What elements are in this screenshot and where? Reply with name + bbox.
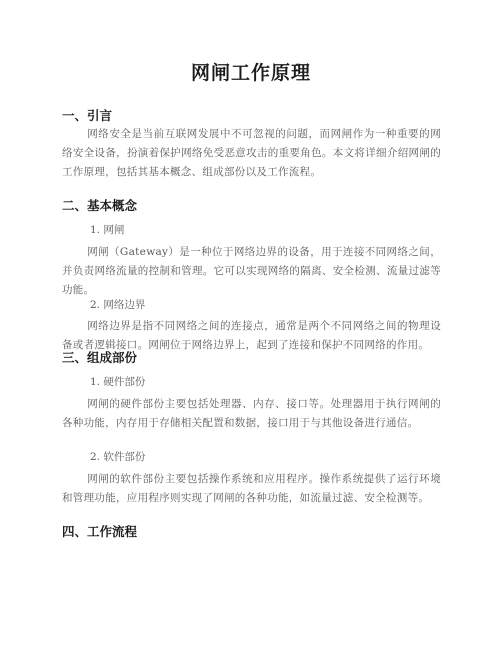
gateway-paragraph: 网闸（Gateway）是一种位于网络边界的设备，用于连接不同网络之间，并负责网络流量的控制和管理。它可以实现网络的隔离、安全检测、流量过滤等功能。 <box>62 246 441 296</box>
section-heading-intro: 一、引言 <box>62 108 113 123</box>
boundary-paragraph: 网络边界是指不同网络之间的连接点，通常是两个不同网络之间的物理设备或者逻辑接口。网闸位于网络边界上，起到了连接和保护不同网络的作用。 <box>62 320 441 351</box>
item-label-hardware: 1. 硬件部份 <box>90 376 146 388</box>
intro-paragraph: 网络安全是当前互联网发展中不可忽视的问题，而网闸作为一种重要的网络安全设备，扮演着保护网络免受恶意攻击的重要角色。本文将详细介绍网闸的工作原理，包括其基本概念、组成部份以及工作流程。 <box>62 128 441 178</box>
section-heading-workflow: 四、工作流程 <box>62 524 138 539</box>
item-label-gateway: 1. 网闸 <box>90 224 125 236</box>
item-label-boundary: 2. 网络边界 <box>90 299 146 311</box>
section-heading-components: 三、组成部份 <box>62 350 138 365</box>
item-label-software: 2. 软件部份 <box>90 451 146 463</box>
section-heading-concepts: 二、基本概念 <box>62 198 138 213</box>
software-paragraph: 网闸的软件部份主要包括操作系统和应用程序。操作系统提供了运行环境和管理功能，应用程序则实现了网闸的各种功能，如流量过滤、安全检测等。 <box>62 473 441 504</box>
hardware-paragraph: 网闸的硬件部份主要包括处理器、内存、接口等。处理器用于执行网闸的各种功能，内存用于存储相关配置和数据，接口用于与其他设备进行通信。 <box>62 398 441 429</box>
document-title: 网闸工作原理 <box>190 62 311 84</box>
